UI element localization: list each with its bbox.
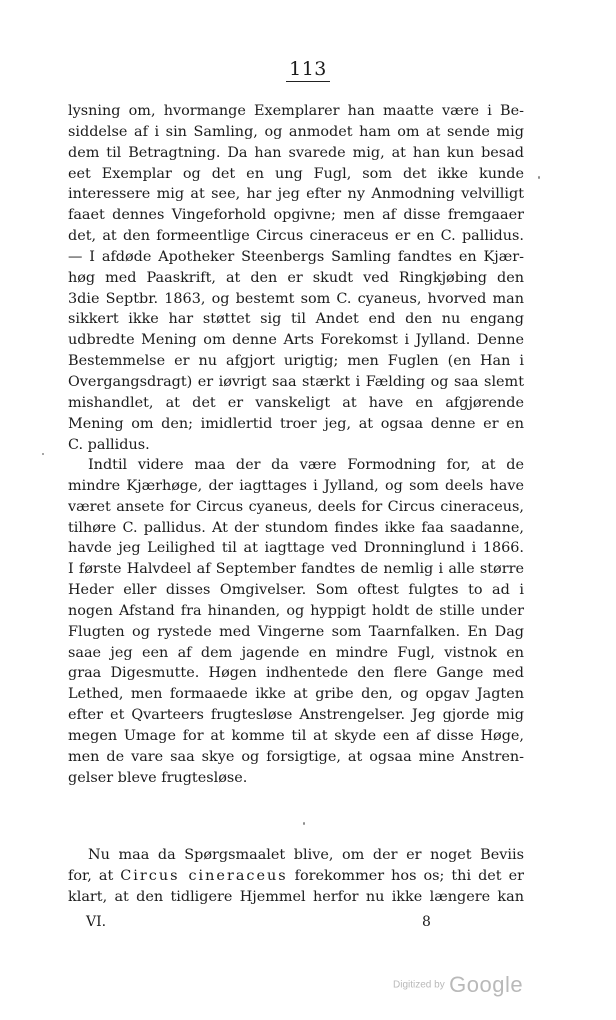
text-line: Bestemmelse er nu afgjort urigtig; men Fuglen (en Han i (68, 353, 524, 370)
watermark-brand: Google (449, 972, 524, 997)
text-line: I første Halvdeel af September fandtes de nemlig i alle større (68, 561, 524, 578)
scan-speck (303, 822, 305, 825)
text-line: udbredte Mening om denne Arts Forekomst i Jylland. Denne (68, 332, 524, 349)
text-line: havde jeg Leilighed til at iagttage ved Dronninglund i 1866. (68, 540, 524, 557)
scan-speck (42, 453, 44, 455)
text-line: det, at den formeentlige Circus cineraceus er en C. pallidus. (68, 228, 524, 245)
text-fragment: forekommer hos os; thi det er (287, 867, 524, 884)
text-line: mindre Kjærhøge, der iagttages i Jylland, og som deels have (68, 477, 524, 494)
text-line: Indtil videre maa der da være Formodning for, at de (88, 457, 524, 473)
spaced-species-name: Circus cineraceus (120, 867, 288, 884)
text-line: siddelse af i sin Samling, og anmodet ham om at sende mig (68, 123, 524, 140)
text-line: sikkert ikke har støttet sig til Andet end den nu engang (68, 311, 524, 328)
text-line (68, 866, 524, 887)
text-line: interessere mig at see, har jeg efter ny Anmodning velvilligt (68, 186, 524, 203)
text-line: høg med Paaskrift, at den er skudt ved Ringkjøbing den (68, 269, 524, 286)
text-line: Mening om den; imidlertid troer jeg, at ogsaa denne er en (68, 415, 524, 432)
text-line: Nu maa da Spørgsmaalet blive, om der er noget Beviis (88, 847, 524, 863)
sheet-signature: 8 (422, 914, 431, 930)
text-line: faaet dennes Vingeforhold opgivne; men af disse fremgaaer (68, 207, 524, 224)
text-line: Lethed, men formaaede ikke at gribe den, og opgav Jagten (68, 686, 524, 703)
paragraph-2 (68, 455, 524, 789)
text-line: saae jeg een af dem jagende en mindre Fugl, vistnok en (68, 644, 524, 661)
text-line: C. pallidus. (68, 436, 150, 453)
text-line: været ansete for Circus cyaneus, deels for Circus cineraceus, (68, 498, 524, 515)
page-number-text: 113 (286, 58, 330, 82)
text-line: 3die Septbr. 1863, og bestemt som C. cyaneus, hvorved man (68, 290, 524, 307)
page-number (0, 58, 616, 82)
text-line: men de vare saa skye og forsigtige, at ogsaa mine Anstren- (68, 748, 524, 765)
text-line: Heder eller disses Omgivelser. Som oftest fulgtes to ad i (68, 582, 524, 599)
text-line: Overgangsdragt) er iøvrigt saa stærkt i Fælding og saa slemt (68, 373, 524, 390)
digitized-watermark (393, 972, 523, 998)
text-line: mishandlet, at det er vanskeligt at have en afgjørende (68, 394, 524, 411)
text-fragment: for, at (68, 867, 121, 884)
text-line: nogen Afstand fra hinanden, og hyppigt holdt de stille under (68, 602, 524, 619)
volume-signature: VI. (86, 914, 107, 930)
text-line: — I afdøde Apotheker Steenbergs Samling fandtes en Kjær- (68, 248, 524, 265)
text-line: dem til Betragtning. Da han svarede mig, at han kun besad (68, 144, 524, 161)
text-line: gelser bleve frugtesløse. (68, 769, 248, 786)
paragraph-1 (68, 101, 524, 455)
paragraph-3 (68, 845, 524, 908)
text-line: graa Digesmutte. Høgen indhentede den flere Gange med (68, 665, 524, 682)
text-line: lysning om, hvormange Exemplarer han maatte være i Be- (68, 103, 524, 119)
text-line: efter et Qvarteers frugtesløse Anstrengelser. Jeg gjorde mig (68, 707, 524, 724)
text-line: Flugten og rystede med Vingerne som Taarnfalken. En Dag (68, 623, 524, 640)
watermark-prefix: Digitized by (393, 979, 445, 991)
text-line: klart, at den tidligere Hjemmel herfor nu ikke længere kan (68, 888, 524, 905)
text-line: megen Umage for at komme til at skyde een af disse Høge, (68, 727, 524, 744)
text-line: eet Exemplar og det en ung Fugl, som det ikke kunde (68, 165, 524, 182)
text-line: tilhøre C. pallidus. At der stundom findes ikke faa saadanne, (68, 519, 524, 536)
scan-speck (538, 176, 540, 179)
